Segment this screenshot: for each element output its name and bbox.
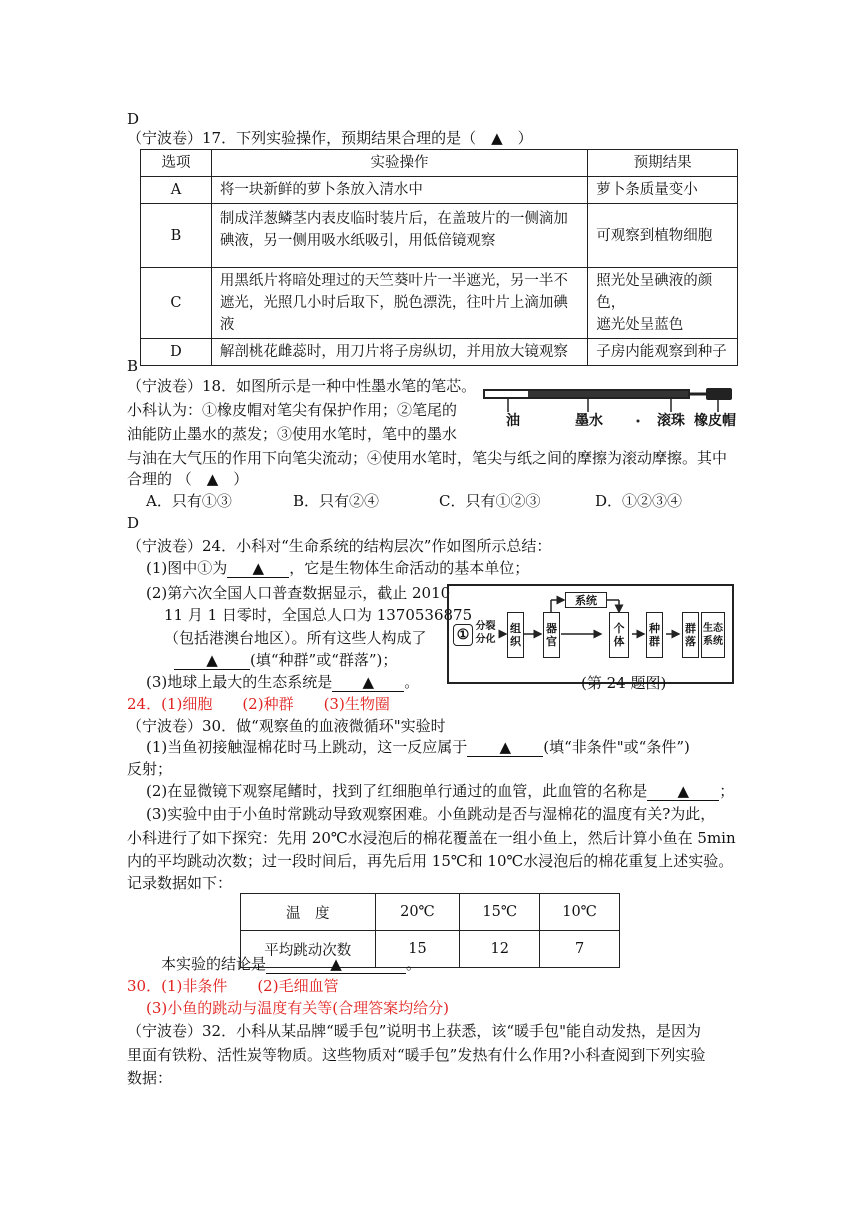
- q18-line-5: 合理的 （ ▲ ）: [127, 470, 249, 488]
- q30-part-3-line-2: 小科进行了如下探究：先用 20℃水浸泡后的棉花覆盖在一组小鱼上，然后计算小鱼在 5min: [127, 829, 736, 847]
- q30-part-1: (1)当鱼初接触湿棉花时马上跳动，这一反应属于 ▲ (填“非条件"或“条件”): [146, 738, 690, 756]
- q24-part-2-line-4: ▲ (填“种群”或“群落”)；: [174, 649, 397, 671]
- option-cell: A: [141, 177, 212, 204]
- operation-cell: 制成洋葱鳞茎内表皮临时装片后，在盖玻片的一侧滴加 碘液，另一侧用吸水纸吸引，用低倍镜观察: [211, 204, 587, 268]
- q18-option-b: B．只有②④: [293, 492, 380, 510]
- q24-part-2-line-1: (2)第六次全国人口普查数据显示，截止 2010: [146, 584, 451, 602]
- q30-part-2: (2)在显微镜下观察尾鳍时，找到了红细胞单行通过的血管，此血管的名称是 ▲ ；: [146, 782, 735, 800]
- node-community: 群落: [682, 612, 699, 658]
- label-ink: 墨水: [575, 413, 603, 429]
- option-cell: C: [141, 268, 212, 339]
- table-cell: 10℃: [540, 894, 620, 931]
- q17-stem: （宁波卷）17．下列实验操作，预期结果合理的是（ ▲ ）: [127, 129, 533, 147]
- q30-part-3-line-3: 内的平均跳动次数；过一段时间后，再先后用 15℃和 10℃水浸泡后的棉花重复上述实验。: [127, 852, 734, 870]
- q17-table: [140, 149, 738, 366]
- prev-answer: D: [127, 110, 140, 128]
- life-system-diagram: [447, 584, 734, 684]
- q30-conclusion: 本实验的结论是 ▲ 。: [161, 955, 422, 973]
- result-cell: 萝卜条质量变小: [588, 177, 738, 204]
- q32-line-2: 里面有铁粉、活性炭等物质。这些物质对“暖手包”发热有什么作用?小科查阅到下列实验: [127, 1046, 706, 1064]
- q17-answer: B: [127, 357, 139, 375]
- answer-blank[interactable]: ▲: [467, 738, 543, 757]
- table-row: [241, 894, 620, 931]
- answer-blank[interactable]: ▲: [332, 673, 404, 692]
- node-tissue: 组织: [507, 612, 524, 658]
- q18-option-d: D．①②③④: [595, 492, 683, 510]
- table-cell: 7: [540, 931, 620, 968]
- answer-blank[interactable]: ▲: [647, 782, 719, 801]
- answer-blank[interactable]: ▲: [174, 651, 250, 670]
- q30-part-3-line-1: (3)实验中由于小鱼时常跳动导致观察困难。小鱼跳动是否与湿棉花的温度有关?为此，: [146, 805, 716, 823]
- result-cell: 照光处呈碘液的颜 色， 遮光处呈蓝色: [588, 268, 738, 339]
- q32-line-3: 数据：: [127, 1069, 173, 1087]
- table-cell: 15: [375, 931, 460, 968]
- table-cell: 20℃: [375, 894, 460, 931]
- table-cell: 平均跳动次数: [241, 931, 376, 968]
- option-cell: B: [141, 204, 212, 268]
- header-option: 选项: [141, 150, 212, 177]
- result-cell: 子房内能观察到种子: [588, 339, 738, 366]
- q18-option-a: A．只有①③: [146, 492, 232, 510]
- label-division: 分裂分化: [473, 620, 498, 646]
- node-organ: 器官: [543, 612, 560, 658]
- table-row: [141, 268, 738, 339]
- q24-part-2-line-3: （包括港澳台地区）。所有这些人构成了: [164, 629, 427, 647]
- operation-cell: 用黑纸片将暗处理过的天竺葵叶片一半遮光，另一半不 遮光，光照几小时后取下，脱色漂洗，往叶片上滴加碘 液: [211, 268, 587, 339]
- table-cell: 12: [460, 931, 540, 968]
- q18-answer: D: [127, 514, 140, 532]
- q24-part-3: (3)地球上最大的生态系统是 ▲ 。: [146, 673, 420, 691]
- table-row: [141, 204, 738, 268]
- node-population: 种群: [646, 612, 663, 658]
- operation-cell: 将一块新鲜的萝卜条放入清水中: [211, 177, 587, 204]
- table-row: [141, 339, 738, 366]
- answer-blank[interactable]: ▲: [266, 955, 406, 974]
- q18-option-c: C．只有①②③: [439, 492, 541, 510]
- option-cell: D: [141, 339, 212, 366]
- q30-part-3-line-4: 记录数据如下：: [127, 874, 233, 892]
- answer-blank[interactable]: ▲: [227, 559, 289, 578]
- table-cell: 15℃: [460, 894, 540, 931]
- node-cell-placeholder: ①: [453, 624, 473, 646]
- q18-line-1: （宁波卷）18．如图所示是一种中性墨水笔的笔芯。: [127, 377, 477, 395]
- q24-answer: 24．(1)细胞 (2)种群 (3)生物圈: [127, 695, 390, 713]
- node-system: 系统: [565, 592, 607, 608]
- q24-stem: （宁波卷）24．小科对“生命系统的结构层次”作如图所示总结：: [127, 537, 552, 555]
- q30-part-1-end: 反射；: [127, 760, 173, 778]
- label-ball: 滚珠: [657, 413, 685, 429]
- operation-cell: 解剖桃花雌蕊时，用刀片将子房纵切，并用放大镜观察: [211, 339, 587, 366]
- header-result: 预期结果: [588, 150, 738, 177]
- q18-line-2: 小科认为：①橡皮帽对笔尖有保护作用；②笔尾的: [127, 401, 458, 419]
- header-operation: 实验操作: [211, 150, 587, 177]
- result-cell: 可观察到植物细胞: [588, 204, 738, 268]
- q24-figure-caption: (第 24 题图): [581, 674, 667, 692]
- q32-line-1: （宁波卷）32．小科从某品牌“暖手包”说明书上获悉，该“暖手包"能自动发热，是因为: [127, 1022, 701, 1040]
- q30-answer-1: 30．(1)非条件 (2)毛细血管: [127, 977, 339, 995]
- label-cap: 橡皮帽: [694, 413, 736, 429]
- q24-part-1: (1)图中①为 ▲ ，它是生物体生命活动的基本单位；: [146, 559, 530, 577]
- table-cell: 温 度: [241, 894, 376, 931]
- node-individual: 个体: [609, 612, 629, 658]
- q18-line-4: 与油在大气压的作用下向笔尖流动；④使用水笔时，笔尖与纸之间的摩擦为滚动摩擦。其中: [127, 449, 728, 467]
- q24-part-2-line-2: 11 月 1 日零时，全国总人口为 1370536875: [164, 606, 473, 624]
- label-oil: 油: [506, 413, 520, 429]
- node-ecosystem: 生态系统: [701, 612, 725, 658]
- q18-line-3: 油能防止墨水的蒸发；③使用水笔时，笔中的墨水: [127, 425, 458, 443]
- q30-stem: （宁波卷）30．做“观察鱼的血液微循环"实验时: [127, 717, 446, 735]
- q30-answer-2: (3)小鱼的跳动与温度有关等(合理答案均给分): [146, 999, 449, 1017]
- table-row: [141, 177, 738, 204]
